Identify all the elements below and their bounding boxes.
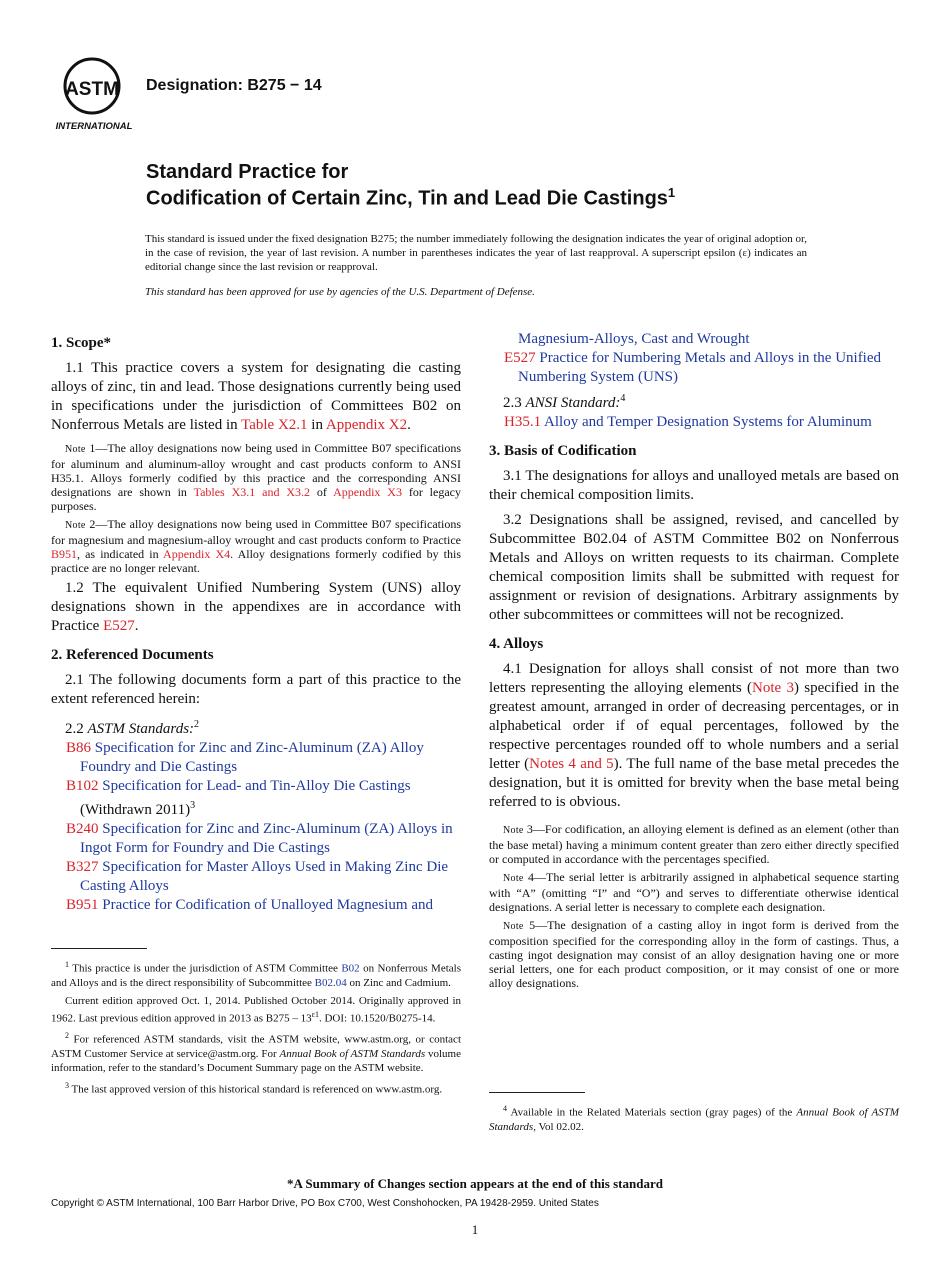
footnote-rule-left <box>51 948 147 949</box>
title-main: Codification of Certain Zinc, Tin and Lead Die Castings <box>146 187 668 210</box>
note-5: Note 5—The designation of a casting alloy in ingot form is derived from the composition specified for the corresponding alloy in the form of castings. Thus, a casting ingot designation may consist of an alloy designation having one or more serial letters, one for each product composition, or it may consist of one or more alloy designations. <box>489 918 899 990</box>
alloys-4-1: 4.1 Designation for alloys shall consist of not more than two letters representing the alloying elements (Note 3) specified in the greatest amount, arranged in order of decreasing percentages, or in alphabetical order if of equal percentages, followed by the respective percentages rounded off to whole numbers and a serial letter (Notes 4 and 5). The full name of the base metal precedes the designation, but it is omitted for brevity when the base metal being referred to is obvious. <box>489 661 900 810</box>
ref-b951-title-cont[interactable]: Magnesium-Alloys, Cast and Wrought <box>518 331 750 347</box>
appendix-x4-link[interactable]: Appendix X4 <box>163 547 231 561</box>
footnotes-right <box>489 1102 899 1138</box>
ref-h351-title[interactable]: Alloy and Temper Designation Systems for Aluminum <box>544 414 872 430</box>
footnote-4: $^4$ Available in the Related Materials section (gray pages) of the Annual Book of ASTM Standards, Vol 02.02. <box>489 1104 900 1133</box>
footnote-1-edition: Current edition approved Oct. 1, 2014. Published October 2014. Originally approved in 1962. Last previous edition approved in 2013 as $B275 - 13^{\varepsilon 1}$. DOI: 10.1520/B0275-14. <box>51 994 461 1025</box>
tables-x3-link[interactable]: Tables X3.1 and X3.2 <box>193 485 310 499</box>
preamble: This standard is issued under the fixed designation B275; the number immediately following the designation indicates the year of original adoption or, in the case of revision, the year of last revision. A number in parentheses indicates the year of last reapproval. A superscript epsilon (ε) indicates an editorial change since the last revision or reapproval. <box>145 233 807 273</box>
basis-heading: 3. Basis of Codification <box>489 443 637 459</box>
right-column <box>489 330 899 994</box>
footnote-rule-right <box>489 1092 585 1093</box>
ref-b86 <box>51 739 461 777</box>
scope-1-1: 1.1 This practice covers a system for designating die casting alloys of zinc, tin and lead. Those designations currently being used in specifications under the jurisdiction of Committees B02 on Nonferrous Metals are listed in Table X2.1 in Appendix X2. <box>51 360 461 433</box>
ref-b102-withdrawn: (Withdrawn 2011)$^3$ <box>80 800 196 818</box>
refdocs-heading: 2. Referenced Documents <box>51 647 214 663</box>
note-3: Note 3—For codification, an alloying element is defined as an element (other than the base metal) having a minimum content greater than zero either directly specified or computed in accordance with the percentages specified. <box>489 822 899 866</box>
scope-1-2: 1.2 The equivalent Unified Numbering System (UNS) alloy designations shown in the appendixes are in accordance with Practice E527. <box>51 580 461 634</box>
notes-4-5-link[interactable]: Notes 4 and 5 <box>529 756 614 772</box>
ref-b327-title[interactable]: Specification for Master Alloys Used in Making Zinc Die Casting Alloys <box>80 859 449 894</box>
basis-3-2: 3.2 Designations shall be assigned, revised, and cancelled by Subcommittee B02.04 of ASTM Committee B02 on Nonferrous Metals and Alloys on written requests to its chairman. Complete chemical composition limits shall be submitted with request for assignment or revision of designations. Arbitrary assignments by other subcommittees or committees will not be recognized. <box>489 512 899 623</box>
ref-b240 <box>51 820 461 858</box>
ref-e527 <box>489 349 899 387</box>
ref-h351 <box>489 413 899 432</box>
appendix-x2-link[interactable]: Appendix X2 <box>325 417 408 433</box>
table-x2-1-link[interactable]: Table X2.1 <box>241 417 308 433</box>
b02-04-link[interactable]: B02.04 <box>314 976 347 989</box>
title-line-2 <box>146 185 675 211</box>
scope-heading: 1. Scope* <box>51 335 111 351</box>
note-2: Note 2—The alloy designations now being used in Committee B07 specifications for magnesium and magnesium-alloy wrought and cast products conform to Practice B951, as indicated in Appendix X4. Alloy designations formerly codified by this practice are no longer relevant. <box>51 517 461 575</box>
logo-text: ASTM <box>65 79 119 100</box>
page-number: 1 <box>471 1222 479 1237</box>
astm-standards-subhead: 2.2 ASTM Standards:$^2$ <box>65 719 200 737</box>
ref-b951 <box>51 896 461 915</box>
ref-b951-continued <box>489 330 899 349</box>
designation: Designation: B275 − 14 <box>146 77 322 94</box>
ref-b102-code[interactable]: B102 <box>66 778 99 794</box>
ref-b102 <box>51 777 461 796</box>
e527-link[interactable]: E527 <box>103 618 135 634</box>
ref-b240-code[interactable]: B240 <box>66 821 99 837</box>
note-3-link[interactable]: Note 3 <box>752 680 794 696</box>
ref-b86-code[interactable]: B86 <box>66 740 92 756</box>
title-line-1: Standard Practice for <box>146 161 349 183</box>
ansi-standard-subhead: 2.3 ANSI Standard:$^4$ <box>503 393 626 411</box>
ref-e527-code[interactable]: E527 <box>504 350 536 366</box>
ref-b102-title[interactable]: Specification for Lead- and Tin-Alloy Die Castings <box>102 778 411 794</box>
b02-link[interactable]: B02 <box>341 962 360 975</box>
astm-logo <box>52 56 136 132</box>
footnote-2: $^2$ For referenced ASTM standards, visit the ASTM website, www.astm.org, or contact ASTM Customer Service at service@astm.org. For Annual Book of ASTM Standards volume information, refer to the standard’s Document Summary page on the ASTM website. <box>51 1031 461 1074</box>
dod-approval: This standard has been approved for use by agencies of the U.S. Department of Defense. <box>145 286 535 298</box>
refdocs-2-1: 2.1 The following documents form a part of this practice to the extent referenced herein: <box>51 672 461 707</box>
note-4: Note 4—The serial letter is arbitrarily assigned in alphabetical sequence starting with “A” (omitting “I” and “O”) and serves to differentiate otherwise identical designations. A serial letter is necessary to complete each designation. <box>489 870 899 914</box>
left-column <box>51 330 461 915</box>
basis-3-1: 3.1 The designations for alloys and unalloyed metals are based on their chemical composition limits. <box>489 468 899 503</box>
summary-of-changes: *A Summary of Changes section appears at the end of this standard <box>287 1176 663 1191</box>
alloys-heading: 4. Alloys <box>489 636 544 652</box>
logo-subtext: INTERNATIONAL <box>55 121 133 132</box>
appendix-x3-link[interactable]: Appendix X3 <box>333 485 402 499</box>
ref-b327-code[interactable]: B327 <box>66 859 99 875</box>
footnotes-left <box>51 958 461 1101</box>
title-footnote-mark: 1 <box>667 185 676 200</box>
ref-e527-title[interactable]: Practice for Numbering Metals and Alloys in the Unified Numbering System (UNS) <box>518 350 882 385</box>
ref-b951-title[interactable]: Practice for Codification of Unalloyed Magnesium and <box>102 897 434 913</box>
ref-b327 <box>51 858 461 896</box>
ref-h351-code[interactable]: H35.1 <box>504 414 542 430</box>
b951-link[interactable]: B951 <box>51 547 78 561</box>
ref-b86-title[interactable]: Specification for Zinc and Zinc-Aluminum (ZA) Alloy Foundry and Die Castings <box>80 740 424 775</box>
ref-b951-code[interactable]: B951 <box>66 897 99 913</box>
copyright: Copyright © ASTM International, 100 Barr Harbor Drive, PO Box C700, West Conshohocken, PA 19428-2959. United States <box>51 1198 599 1209</box>
footnote-1: $^1$ This practice is under the jurisdiction of ASTM Committee B02 on Nonferrous Metals and Alloys and is the direct responsibility of Subcommittee B02.04 on Zinc and Cadmium. <box>51 960 461 989</box>
note-1: Note 1—The alloy designations now being used in Committee B07 specifications for aluminum and aluminum-alloy wrought and cast products conform to ANSI H35.1. Alloys formerly codified by this practice and the corresponding ANSI designations are shown in Tables X3.1 and X3.2 of Appendix X3 for legacy purposes. <box>51 441 461 513</box>
ref-b240-title[interactable]: Specification for Zinc and Zinc-Aluminum (ZA) Alloys in Ingot Form for Foundry and Die Castings <box>80 821 453 856</box>
footnote-3: $^3$ The last approved version of this historical standard is referenced on www.astm.org. <box>65 1080 443 1096</box>
